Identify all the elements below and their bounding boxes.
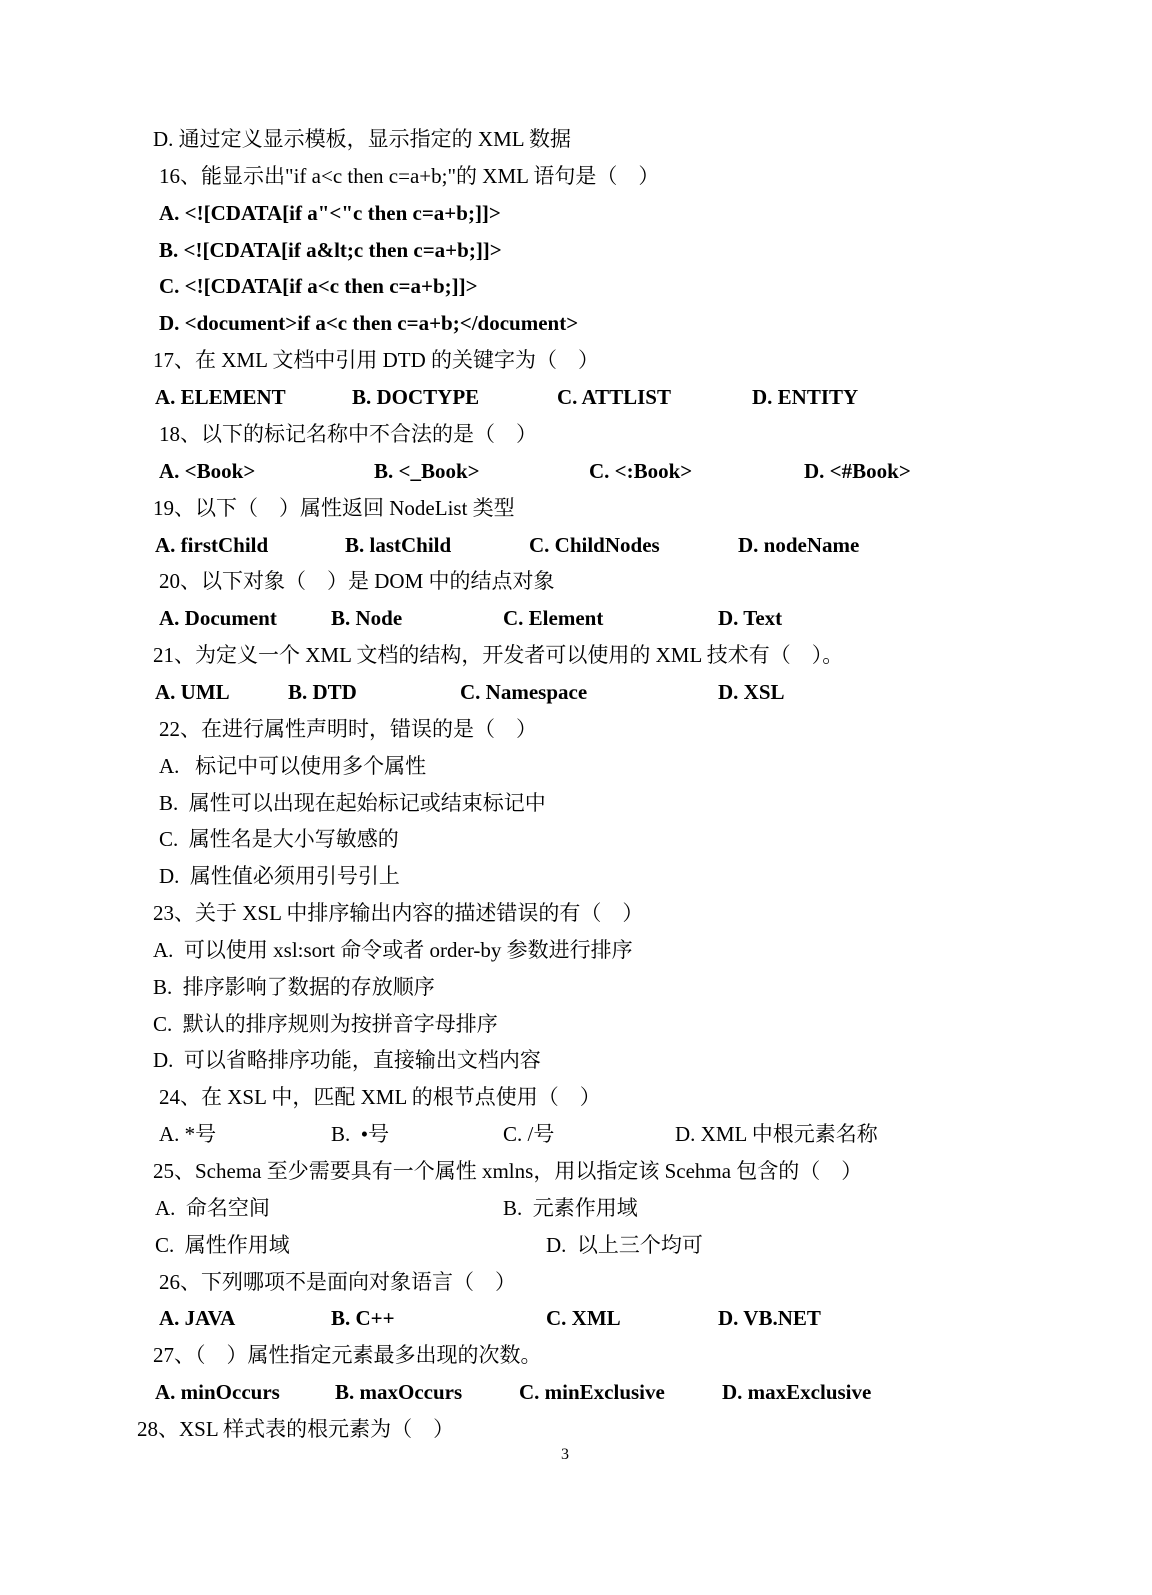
option-23-b: B. 排序影响了数据的存放顺序 [153,975,435,999]
question-17: 17、在 XML 文档中引用 DTD 的关键字为（ ） [153,348,600,372]
question-24: 24、在 XSL 中，匹配 XML 的根节点使用（ ） [159,1085,601,1109]
option-16-d: D. <document>if a<c then c=a+b;</document> [159,311,579,335]
option-22-c: C. 属性名是大小写敏感的 [159,827,399,851]
question-28: 28、XSL 样式表的根元素为（ ） [137,1417,455,1441]
option-26-d: D. VB.NET [718,1306,821,1330]
option-23-c: C. 默认的排序规则为按拼音字母排序 [153,1012,498,1036]
option-25-a: A. 命名空间 [155,1196,270,1220]
option-19-a: A. firstChild [155,533,269,557]
option-24-a: A. *号 [159,1122,217,1146]
question-22: 22、在进行属性声明时，错误的是（ ） [159,717,537,741]
page-number: 3 [561,1446,569,1463]
option-16-b: B. <![CDATA[if a&lt;c then c=a+b;]]> [159,238,502,262]
option-17-d: D. ENTITY [752,385,859,409]
option-19-b: B. lastChild [345,533,452,557]
option-27-a: A. minOccurs [155,1380,280,1404]
option-26-c: C. XML [546,1306,621,1330]
question-18: 18、以下的标记名称中不合法的是（ ） [159,422,537,446]
question-27: 27、（ ）属性指定元素最多出现的次数。 [153,1343,542,1367]
question-23: 23、关于 XSL 中排序输出内容的描述错误的有（ ） [153,901,644,925]
option-26-a: A. JAVA [159,1306,236,1330]
option-15-d: D. 通过定义显示模板，显示指定的 XML 数据 [153,127,572,151]
option-22-d: D. 属性值必须用引号引上 [159,864,400,888]
option-19-d: D. nodeName [738,533,860,557]
option-27-b: B. maxOccurs [335,1380,463,1404]
option-25-c: C. 属性作用域 [155,1233,290,1257]
option-22-a: A. 标记中可以使用多个属性 [159,754,427,778]
question-20: 20、以下对象（ ）是 DOM 中的结点对象 [159,569,555,593]
option-21-b: B. DTD [288,680,357,704]
option-16-c: C. <![CDATA[if a<c then c=a+b;]]> [159,274,478,298]
option-25-d: D. 以上三个均可 [546,1233,703,1257]
option-19-c: C. ChildNodes [529,533,660,557]
question-16: 16、能显示出"if a<c then c=a+b;"的 XML 语句是（ ） [159,164,660,188]
option-27-c: C. minExclusive [519,1380,665,1404]
question-19: 19、以下（ ）属性返回 NodeList 类型 [153,496,515,520]
option-17-a: A. ELEMENT [155,385,286,409]
option-18-d: D. <#Book> [804,459,911,483]
option-20-b: B. Node [331,606,403,630]
option-23-a: A. 可以使用 xsl:sort 命令或者 order-by 参数进行排序 [153,938,633,962]
option-25-b: B. 元素作用域 [503,1196,638,1220]
option-24-c: C. /号 [503,1122,555,1146]
option-24-b: B. •号 [331,1122,390,1146]
question-26: 26、下列哪项不是面向对象语言（ ） [159,1270,516,1294]
option-18-b: B. <_Book> [374,459,480,483]
option-20-d: D. Text [718,606,783,630]
question-21: 21、为定义一个 XML 文档的结构，开发者可以使用的 XML 技术有（ ）。 [153,643,844,667]
question-25: 25、Schema 至少需要具有一个属性 xmlns，用以指定该 Scehma 包含的（ ） [153,1159,863,1183]
option-21-d: D. XSL [718,680,785,704]
option-22-b: B. 属性可以出现在起始标记或结束标记中 [159,791,546,815]
option-21-a: A. UML [155,680,230,704]
option-24-d: D. XML 中根元素名称 [675,1122,878,1146]
option-16-a: A. <![CDATA[if a"<"c then c=a+b;]]> [159,201,501,225]
option-18-c: C. <:Book> [589,459,693,483]
option-18-a: A. <Book> [159,459,256,483]
option-17-b: B. DOCTYPE [352,385,480,409]
option-17-c: C. ATTLIST [557,385,671,409]
option-20-a: A. Document [159,606,277,630]
option-27-d: D. maxExclusive [722,1380,872,1404]
option-21-c: C. Namespace [460,680,588,704]
option-20-c: C. Element [503,606,604,630]
option-23-d: D. 可以省略排序功能，直接输出文档内容 [153,1048,541,1072]
option-26-b: B. C++ [331,1306,395,1330]
